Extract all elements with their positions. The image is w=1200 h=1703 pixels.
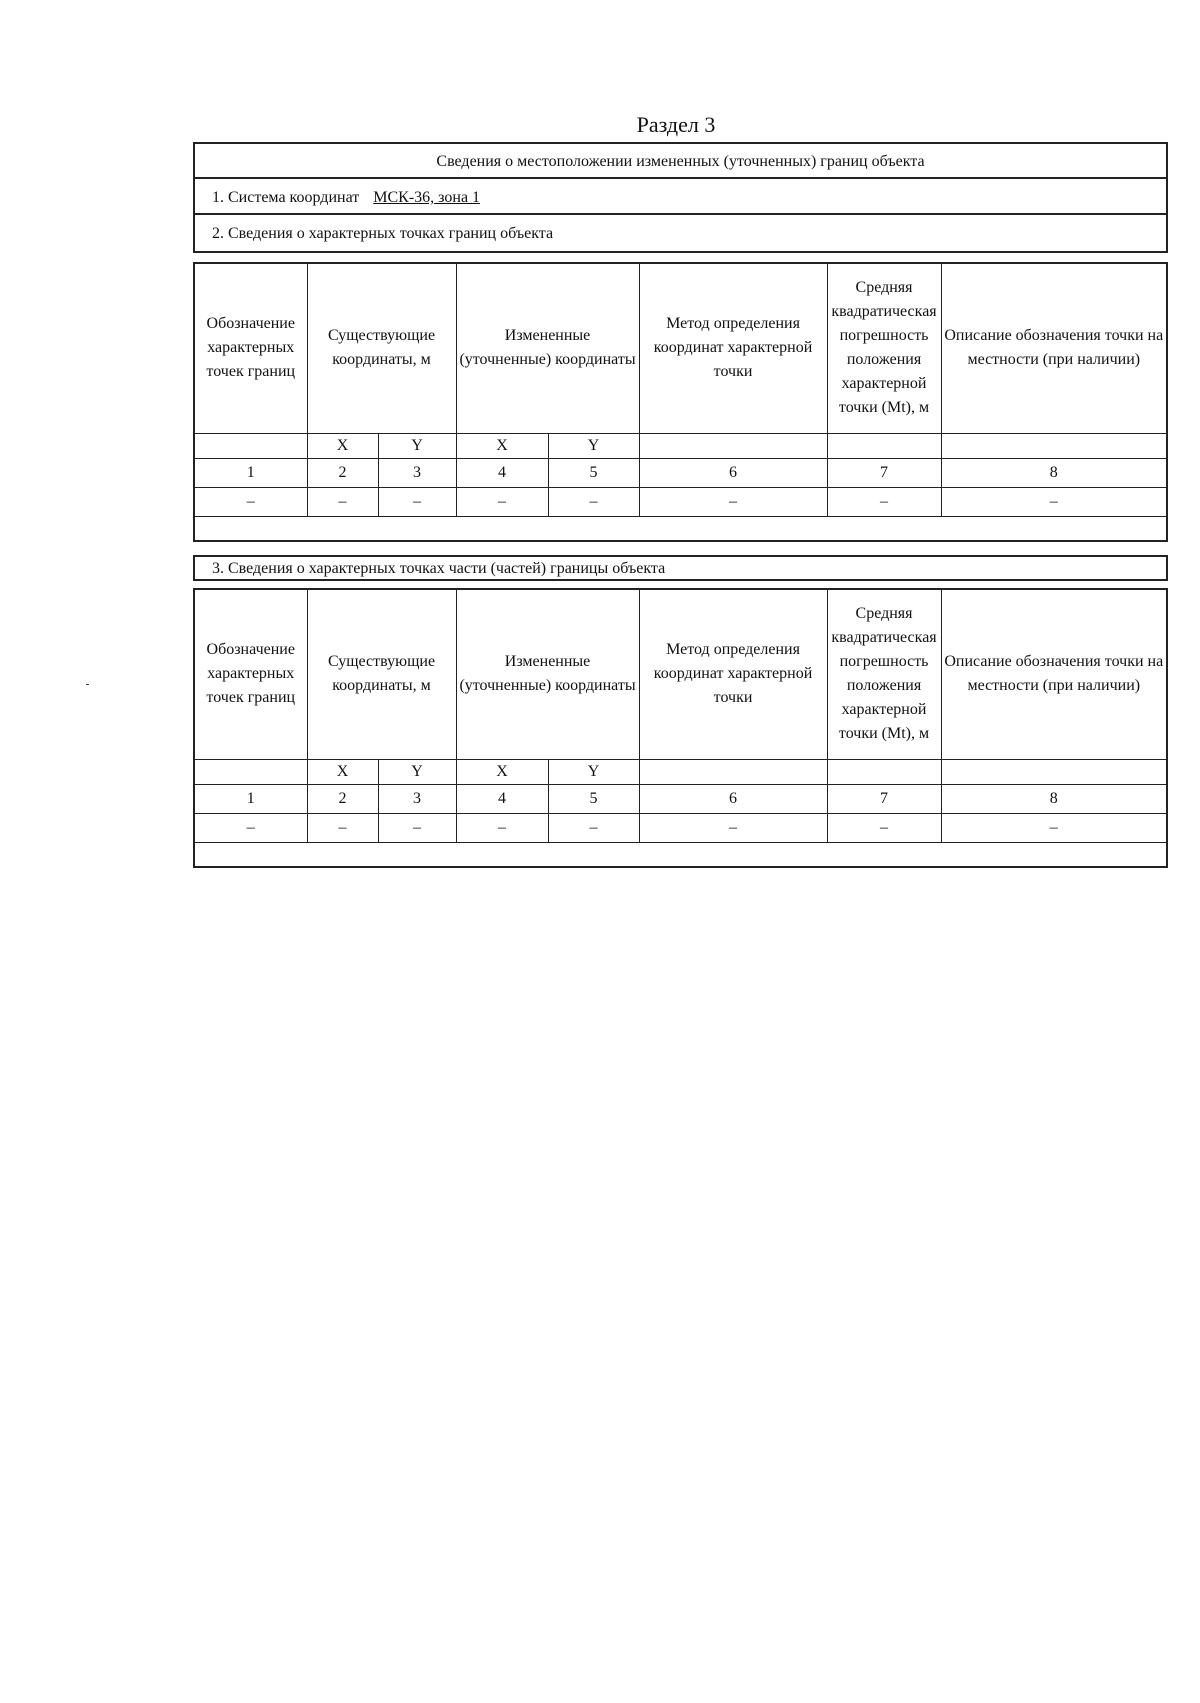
axis-cell-empty: [639, 433, 827, 458]
axis-x: X: [307, 759, 378, 784]
coordinate-system-label: 1. Система координат: [212, 189, 360, 206]
section-title: Сведения о местоположении измененных (уточненных) границ объекта: [195, 144, 1166, 179]
column-number: 6: [639, 784, 827, 813]
axis-row: [194, 433, 1167, 458]
table-cell: –: [378, 487, 456, 516]
boundary-points-table: [193, 262, 1168, 542]
header-existing-coords: Существующие координаты, м: [307, 263, 456, 433]
table-cell: –: [307, 813, 378, 842]
header-changed-coords: Измененные (уточненные) координаты: [456, 263, 639, 433]
table-cell: –: [941, 487, 1167, 516]
column-number: 1: [194, 784, 307, 813]
axis-cell-empty: [194, 433, 307, 458]
empty-cell: [194, 842, 1167, 867]
column-number: 5: [548, 784, 639, 813]
empty-cell: [194, 516, 1167, 541]
header-existing-coords: Существующие координаты, м: [307, 589, 456, 759]
column-number: 8: [941, 784, 1167, 813]
table-cell: –: [639, 487, 827, 516]
table-cell: –: [548, 813, 639, 842]
table-cell: –: [941, 813, 1167, 842]
column-number: 2: [307, 458, 378, 487]
column-number: 8: [941, 458, 1167, 487]
column-number: 7: [827, 784, 941, 813]
axis-cell-empty: [194, 759, 307, 784]
table-cell: –: [827, 813, 941, 842]
column-number: 4: [456, 784, 548, 813]
coordinate-system-value: МСК-36, зона 1: [373, 189, 481, 206]
column-number: 1: [194, 458, 307, 487]
table-row: [194, 813, 1167, 842]
column-number: 3: [378, 458, 456, 487]
empty-row: [194, 842, 1167, 867]
axis-x: X: [456, 759, 548, 784]
table-header-row: [194, 589, 1167, 759]
header-description: Описание обозначения точки на местности (при наличии): [941, 263, 1167, 433]
column-number-row: [194, 784, 1167, 813]
column-number: 6: [639, 458, 827, 487]
header-method: Метод определения координат характерной точки: [639, 263, 827, 433]
table-cell: –: [194, 813, 307, 842]
axis-x: X: [307, 433, 378, 458]
coordinate-system-row: [195, 179, 1166, 215]
header-point-id: Обозначение характерных точек границ: [194, 263, 307, 433]
header-method: Метод определения координат характерной точки: [639, 589, 827, 759]
part-points-label: 3. Сведения о характерных точках части (частей) границы объекта: [193, 555, 1168, 581]
column-number: 2: [307, 784, 378, 813]
header-changed-coords: Измененные (уточненные) координаты: [456, 589, 639, 759]
table-header-row: [194, 263, 1167, 433]
axis-cell-empty: [827, 433, 941, 458]
column-number: 4: [456, 458, 548, 487]
axis-x: X: [456, 433, 548, 458]
table-cell: –: [456, 487, 548, 516]
table-cell: –: [307, 487, 378, 516]
column-number: 7: [827, 458, 941, 487]
axis-y: Y: [548, 759, 639, 784]
table-cell: –: [639, 813, 827, 842]
column-number: 3: [378, 784, 456, 813]
table-cell: –: [194, 487, 307, 516]
column-number: 5: [548, 458, 639, 487]
table-cell: –: [378, 813, 456, 842]
page-title: Раздел 3: [636, 112, 716, 137]
axis-cell-empty: [941, 759, 1167, 784]
axis-cell-empty: [941, 433, 1167, 458]
table-row: [194, 487, 1167, 516]
axis-row: [194, 759, 1167, 784]
scan-speck: [86, 684, 89, 685]
header-mean-error: Средняя квадратическая погрешность положения характерной точки (Mt), м: [827, 589, 941, 759]
header-band: [193, 142, 1168, 253]
axis-y: Y: [378, 759, 456, 784]
table-cell: –: [548, 487, 639, 516]
axis-y: Y: [378, 433, 456, 458]
column-number-row: [194, 458, 1167, 487]
empty-row: [194, 516, 1167, 541]
header-mean-error: Средняя квадратическая погрешность положения характерной точки (Mt), м: [827, 263, 941, 433]
table-cell: –: [456, 813, 548, 842]
header-point-id: Обозначение характерных точек границ: [194, 589, 307, 759]
axis-cell-empty: [827, 759, 941, 784]
axis-y: Y: [548, 433, 639, 458]
part-points-table: [193, 588, 1168, 868]
header-description: Описание обозначения точки на местности (при наличии): [941, 589, 1167, 759]
boundary-points-label: 2. Сведения о характерных точках границ объекта: [212, 225, 554, 242]
table-cell: –: [827, 487, 941, 516]
axis-cell-empty: [639, 759, 827, 784]
